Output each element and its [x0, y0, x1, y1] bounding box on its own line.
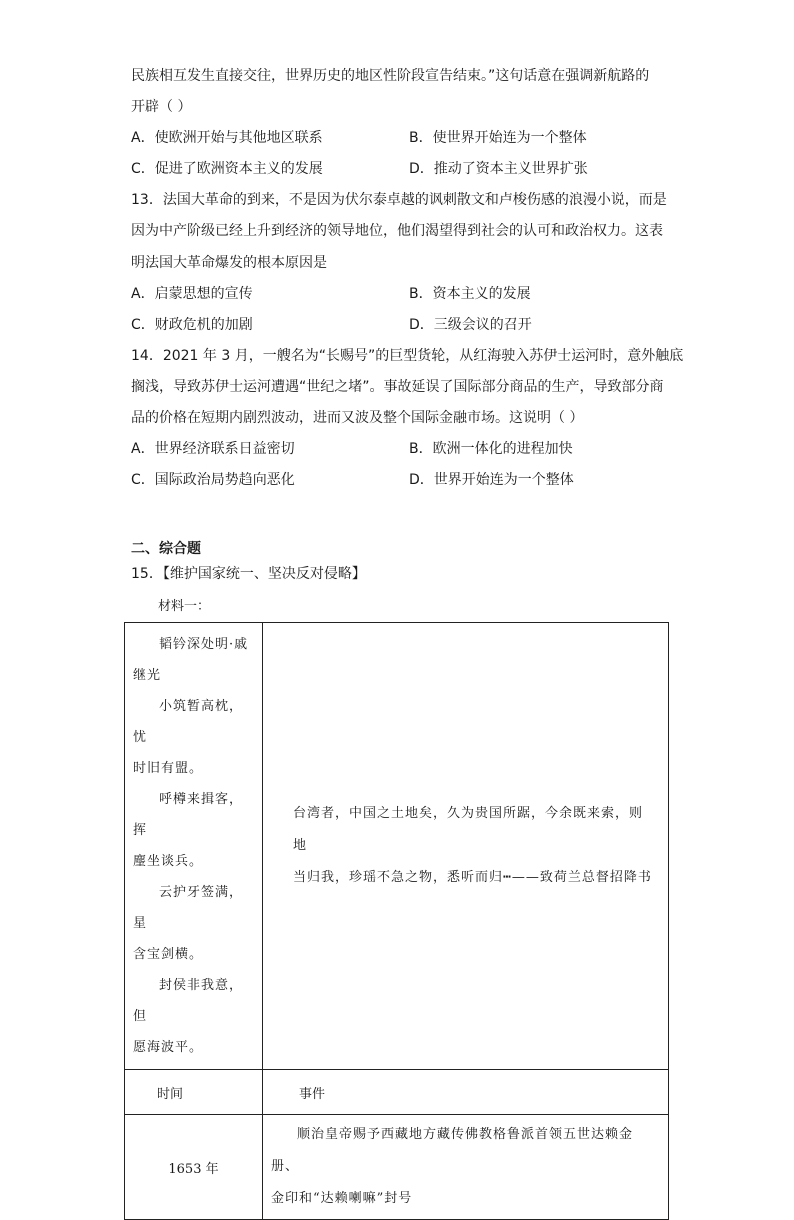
- quote-cell: [263, 623, 669, 1070]
- row-year: 1653 年: [125, 1115, 263, 1220]
- material-one-label: 材料一：: [158, 599, 211, 614]
- poem-line: 继光: [133, 668, 162, 683]
- quote-line: 台湾者，中国之土地矣，久为贵国所踞，今余既来索，则地: [293, 806, 644, 853]
- q14-option-c: C．国际政治局势趋向恶化: [131, 472, 295, 488]
- header-event: 事件: [263, 1070, 669, 1115]
- poem-line: 封侯非我意，但: [133, 978, 244, 1024]
- q12-option-a: A．使欧洲开始与其他地区联系: [131, 130, 323, 146]
- q13-stem-line1: 13．法国大革命的到来，不是因为伏尔泰卓越的讽刺散文和卢梭伤感的浪漫小说，而是: [131, 192, 667, 208]
- q12-option-d: D．推动了资本主义世界扩张: [409, 161, 588, 177]
- q14-option-b: B．欧洲一体化的进程加快: [409, 441, 573, 457]
- poem-line: 含宝剑横。: [133, 947, 204, 962]
- q13-option-d: D．三级会议的召开: [409, 317, 532, 333]
- material-table: [124, 622, 669, 1220]
- q14-option-a: A．世界经济联系日益密切: [131, 441, 295, 457]
- q14-stem-line1: 14．2021 年 3 月，一艘名为“长赐号”的巨型货轮，从红海驶入苏伊士运河时，意外触底: [131, 348, 684, 364]
- poem-line: 云护牙签满，星: [133, 885, 244, 931]
- q13-option-b: B．资本主义的发展: [409, 286, 531, 302]
- q12-option-b: B．使世界开始连为一个整体: [409, 130, 587, 146]
- q13-option-a: A．启蒙思想的宣传: [131, 286, 253, 302]
- q12-stem-line1: 民族相互发生直接交往，世界历史的地区性阶段宣告结束。”这句话意在强调新航路的: [131, 68, 650, 84]
- q14-stem-line3: 品的价格在短期内剧烈波动，进而又波及整个国际金融市场。这说明（ ）: [131, 410, 584, 426]
- q14-option-d: D．世界开始连为一个整体: [409, 472, 574, 488]
- poem-line: 愿海波平。: [133, 1040, 204, 1055]
- q12-option-c: C．促进了欧洲资本主义的发展: [131, 161, 323, 177]
- event-line: 金印和“达赖喇嘛”封号: [271, 1191, 413, 1206]
- q14-stem-line2: 搁浅，导致苏伊士运河遭遇“世纪之堵”。事故延误了国际部分商品的生产，导致部分商: [131, 379, 664, 395]
- q13-stem-line2: 因为中产阶级已经上升到经济的领导地位，他们渴望得到社会的认可和政治权力。这表: [131, 223, 663, 239]
- poem-line: 麈坐谈兵。: [133, 854, 204, 869]
- q13-option-c: C．财政危机的加剧: [131, 317, 253, 333]
- poem-line: 呼樽来揖客，挥: [133, 792, 244, 838]
- row-event: [263, 1115, 669, 1220]
- q12-stem-line2: 开辟（ ）: [131, 99, 192, 115]
- quote-line: 当归我，珍瑶不急之物，悉听而归┅——致荷兰总督招降书: [293, 870, 652, 885]
- poem-line: 时旧有盟。: [133, 761, 204, 776]
- q15-title: 15．【维护国家统一、坚决反对侵略】: [131, 566, 366, 582]
- poem-line: 小筑暂高枕，忧: [133, 699, 244, 745]
- poem-line: 韬钤深处明·戚: [159, 637, 249, 652]
- q13-stem-line3: 明法国大革命爆发的根本原因是: [131, 255, 327, 271]
- poem-cell: [125, 623, 263, 1070]
- event-line: 顺治皇帝赐予西藏地方藏传佛教格鲁派首领五世达赖金册、: [271, 1127, 634, 1174]
- header-time: 时间: [125, 1070, 263, 1115]
- section-title: 二、综合题: [131, 541, 201, 557]
